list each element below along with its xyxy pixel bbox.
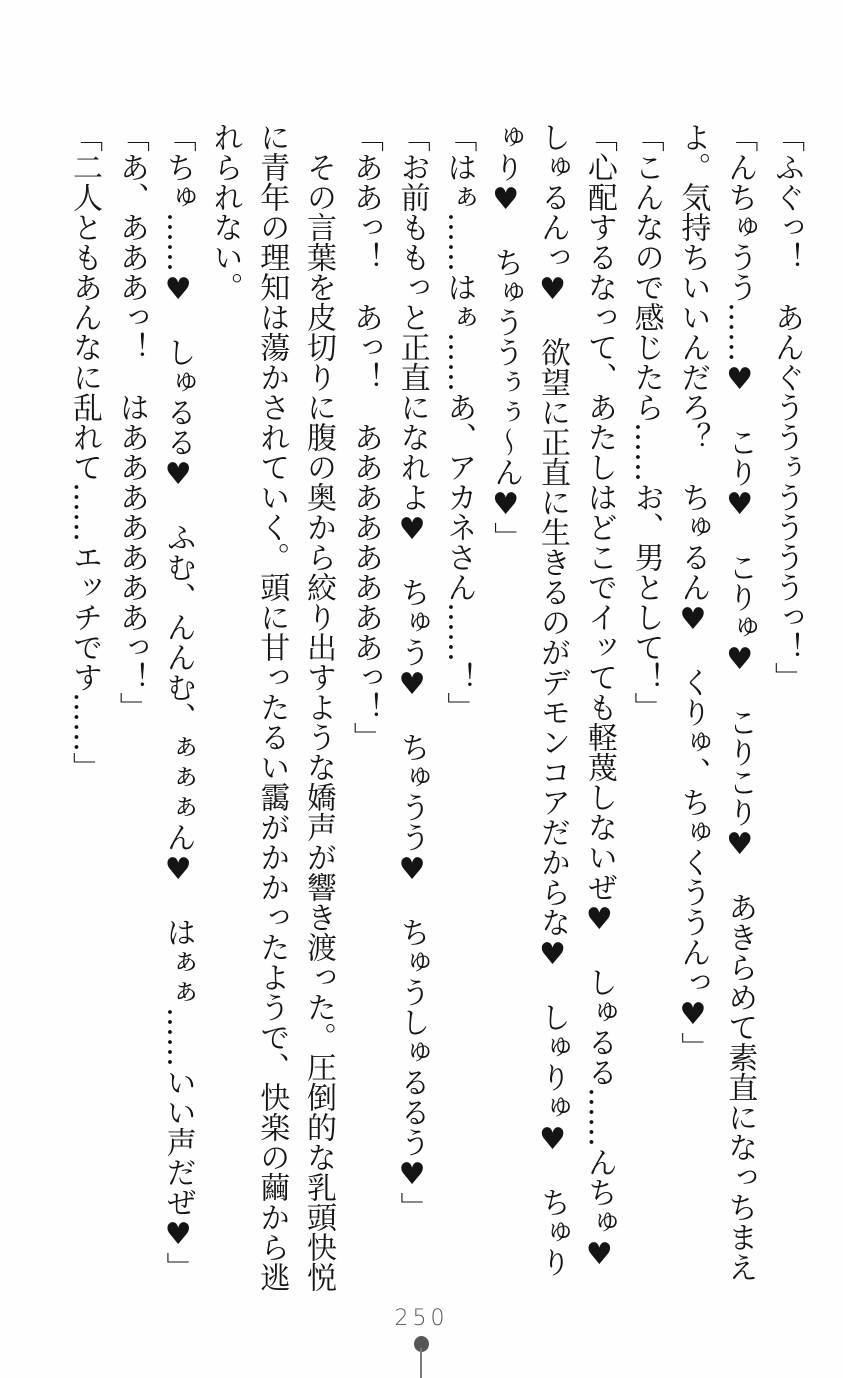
dialogue-line: 「ふぐっ！ あんぐううぅううううっ！」 bbox=[769, 122, 804, 692]
page-footer bbox=[0, 1300, 843, 1378]
page-number: 250 bbox=[394, 1306, 449, 1331]
dialogue-line: 「ああっ！ あっ！ ああああああああっ！」 bbox=[347, 122, 383, 752]
narration-line: その言葉を皮切りに腹の奥から絞り出すような嬌声が響き渡った。圧倒的な乳頭快悦に青年の理知は蕩かされていく。頭に甘ったるい靄がかかったようで、快楽の繭から逃れられない。 bbox=[207, 122, 337, 1292]
dialogue-line: 「あ、あああっ！ はあああああああっ！」 bbox=[113, 122, 149, 722]
dialogue-line: 「心配するなって、あたしはどこでイッても軽蔑しないぜ♥ しゅるる……んちゅ♥ しゅるんっ♥ 欲望に正直に生きるのがデモンコアだからな♥ しゅりゅ♥ ちゅりゅり♥ ちゅううぅぅ〜ん♥」 bbox=[488, 122, 617, 1302]
dialogue-line: 「はぁ……はぁ……あ、アカネさん……！」 bbox=[441, 122, 477, 722]
dialogue-line: 「ちゅ……♥ しゅるる♥ ふむ、んんむ、ぁぁぁん♥ はぁぁ……いい声だぜ♥」 bbox=[160, 122, 196, 1282]
dialogue-line: 「二人ともあんなに乱れて……エッチです……」 bbox=[67, 122, 103, 782]
page-text-block bbox=[60, 122, 809, 1302]
dialogue-line: 「お前ももっと正直になれよ♥ ちゅう♥ ちゅうう♥ ちゅうしゅるるう♥」 bbox=[394, 122, 430, 1222]
footer-pin-line-ornament bbox=[420, 1348, 422, 1378]
dialogue-line: 「んちゅうう……♥ こり♥ こりゅ♥ こりこり♥ あきらめて素直になっちまえよ。気持ちいいんだろ？ ちゅるん♥ くりゅ、ちゅくううんっ♥」 bbox=[675, 122, 758, 1282]
dialogue-line: 「こんなので感じたら……お、男として！」 bbox=[628, 122, 664, 722]
